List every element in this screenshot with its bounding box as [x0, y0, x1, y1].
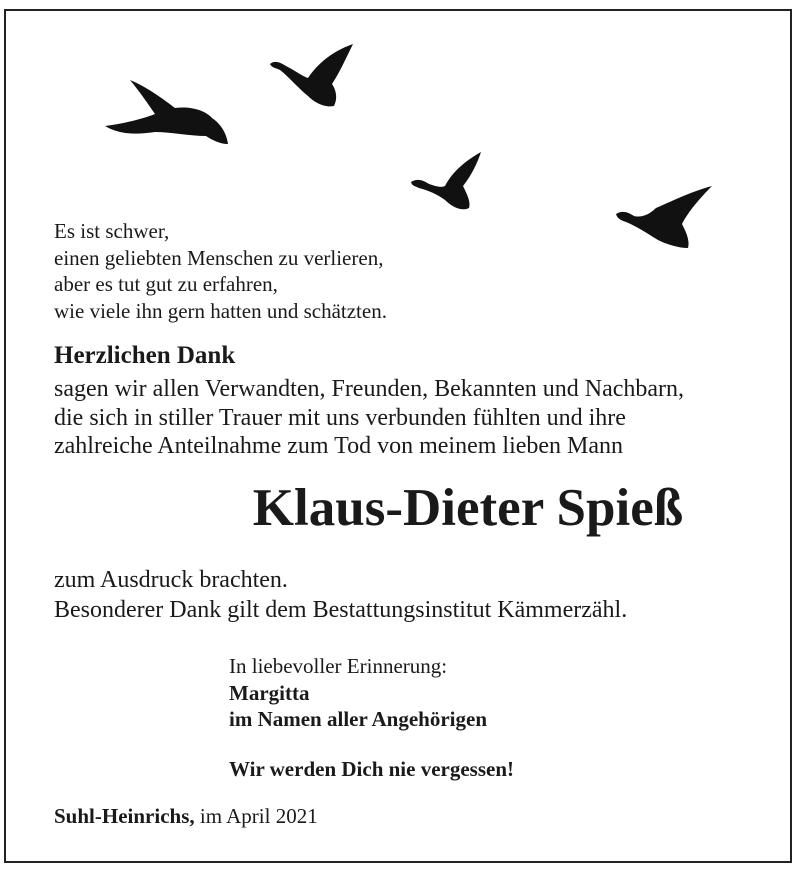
- poem-line: Es ist schwer,: [54, 219, 170, 243]
- footer: [54, 804, 318, 829]
- poem-line: einen geliebten Menschen zu verlieren,: [54, 245, 384, 270]
- closing-text: [54, 565, 627, 625]
- goose-icon: [268, 42, 360, 112]
- signature-name: Margitta: [229, 680, 310, 705]
- poem-line: aber es tut gut zu erfahren,: [54, 272, 278, 296]
- thanks-text: [54, 375, 684, 461]
- thanks-line: zahlreiche Anteilnahme zum Tod von meinem lieben Mann: [54, 433, 624, 459]
- closing-line: Besonderer Dank gilt dem Bestattungsinstitut Kämmerzähl.: [54, 597, 628, 623]
- thanks-line: die sich in stiller Trauer mit uns verbunden fühlten und ihre: [54, 404, 626, 431]
- footer-date: im April 2021: [199, 804, 318, 828]
- closing-line: zum Ausdruck brachten.: [54, 567, 288, 593]
- goose-icon: [100, 74, 235, 154]
- motto: Wir werden Dich nie vergessen!: [229, 757, 515, 781]
- signature-family: im Namen aller Angehörigen: [229, 707, 488, 731]
- poem: [54, 218, 387, 324]
- thanks-line: sagen wir allen Verwandten, Freunden, Bekannten und Nachbarn,: [54, 376, 685, 402]
- signature-intro: In liebevoller Erinnerung:: [229, 654, 448, 678]
- deceased-name: Klaus-Dieter Spieß: [252, 479, 684, 537]
- thanks-heading: Herzlichen Dank: [54, 342, 236, 369]
- signature-block: [229, 653, 487, 733]
- goose-icon: [409, 150, 484, 212]
- poem-line: wie viele ihn gern hatten und schätzten.: [54, 298, 387, 323]
- footer-place: Suhl-Heinrichs,: [54, 804, 195, 828]
- goose-icon: [614, 184, 714, 250]
